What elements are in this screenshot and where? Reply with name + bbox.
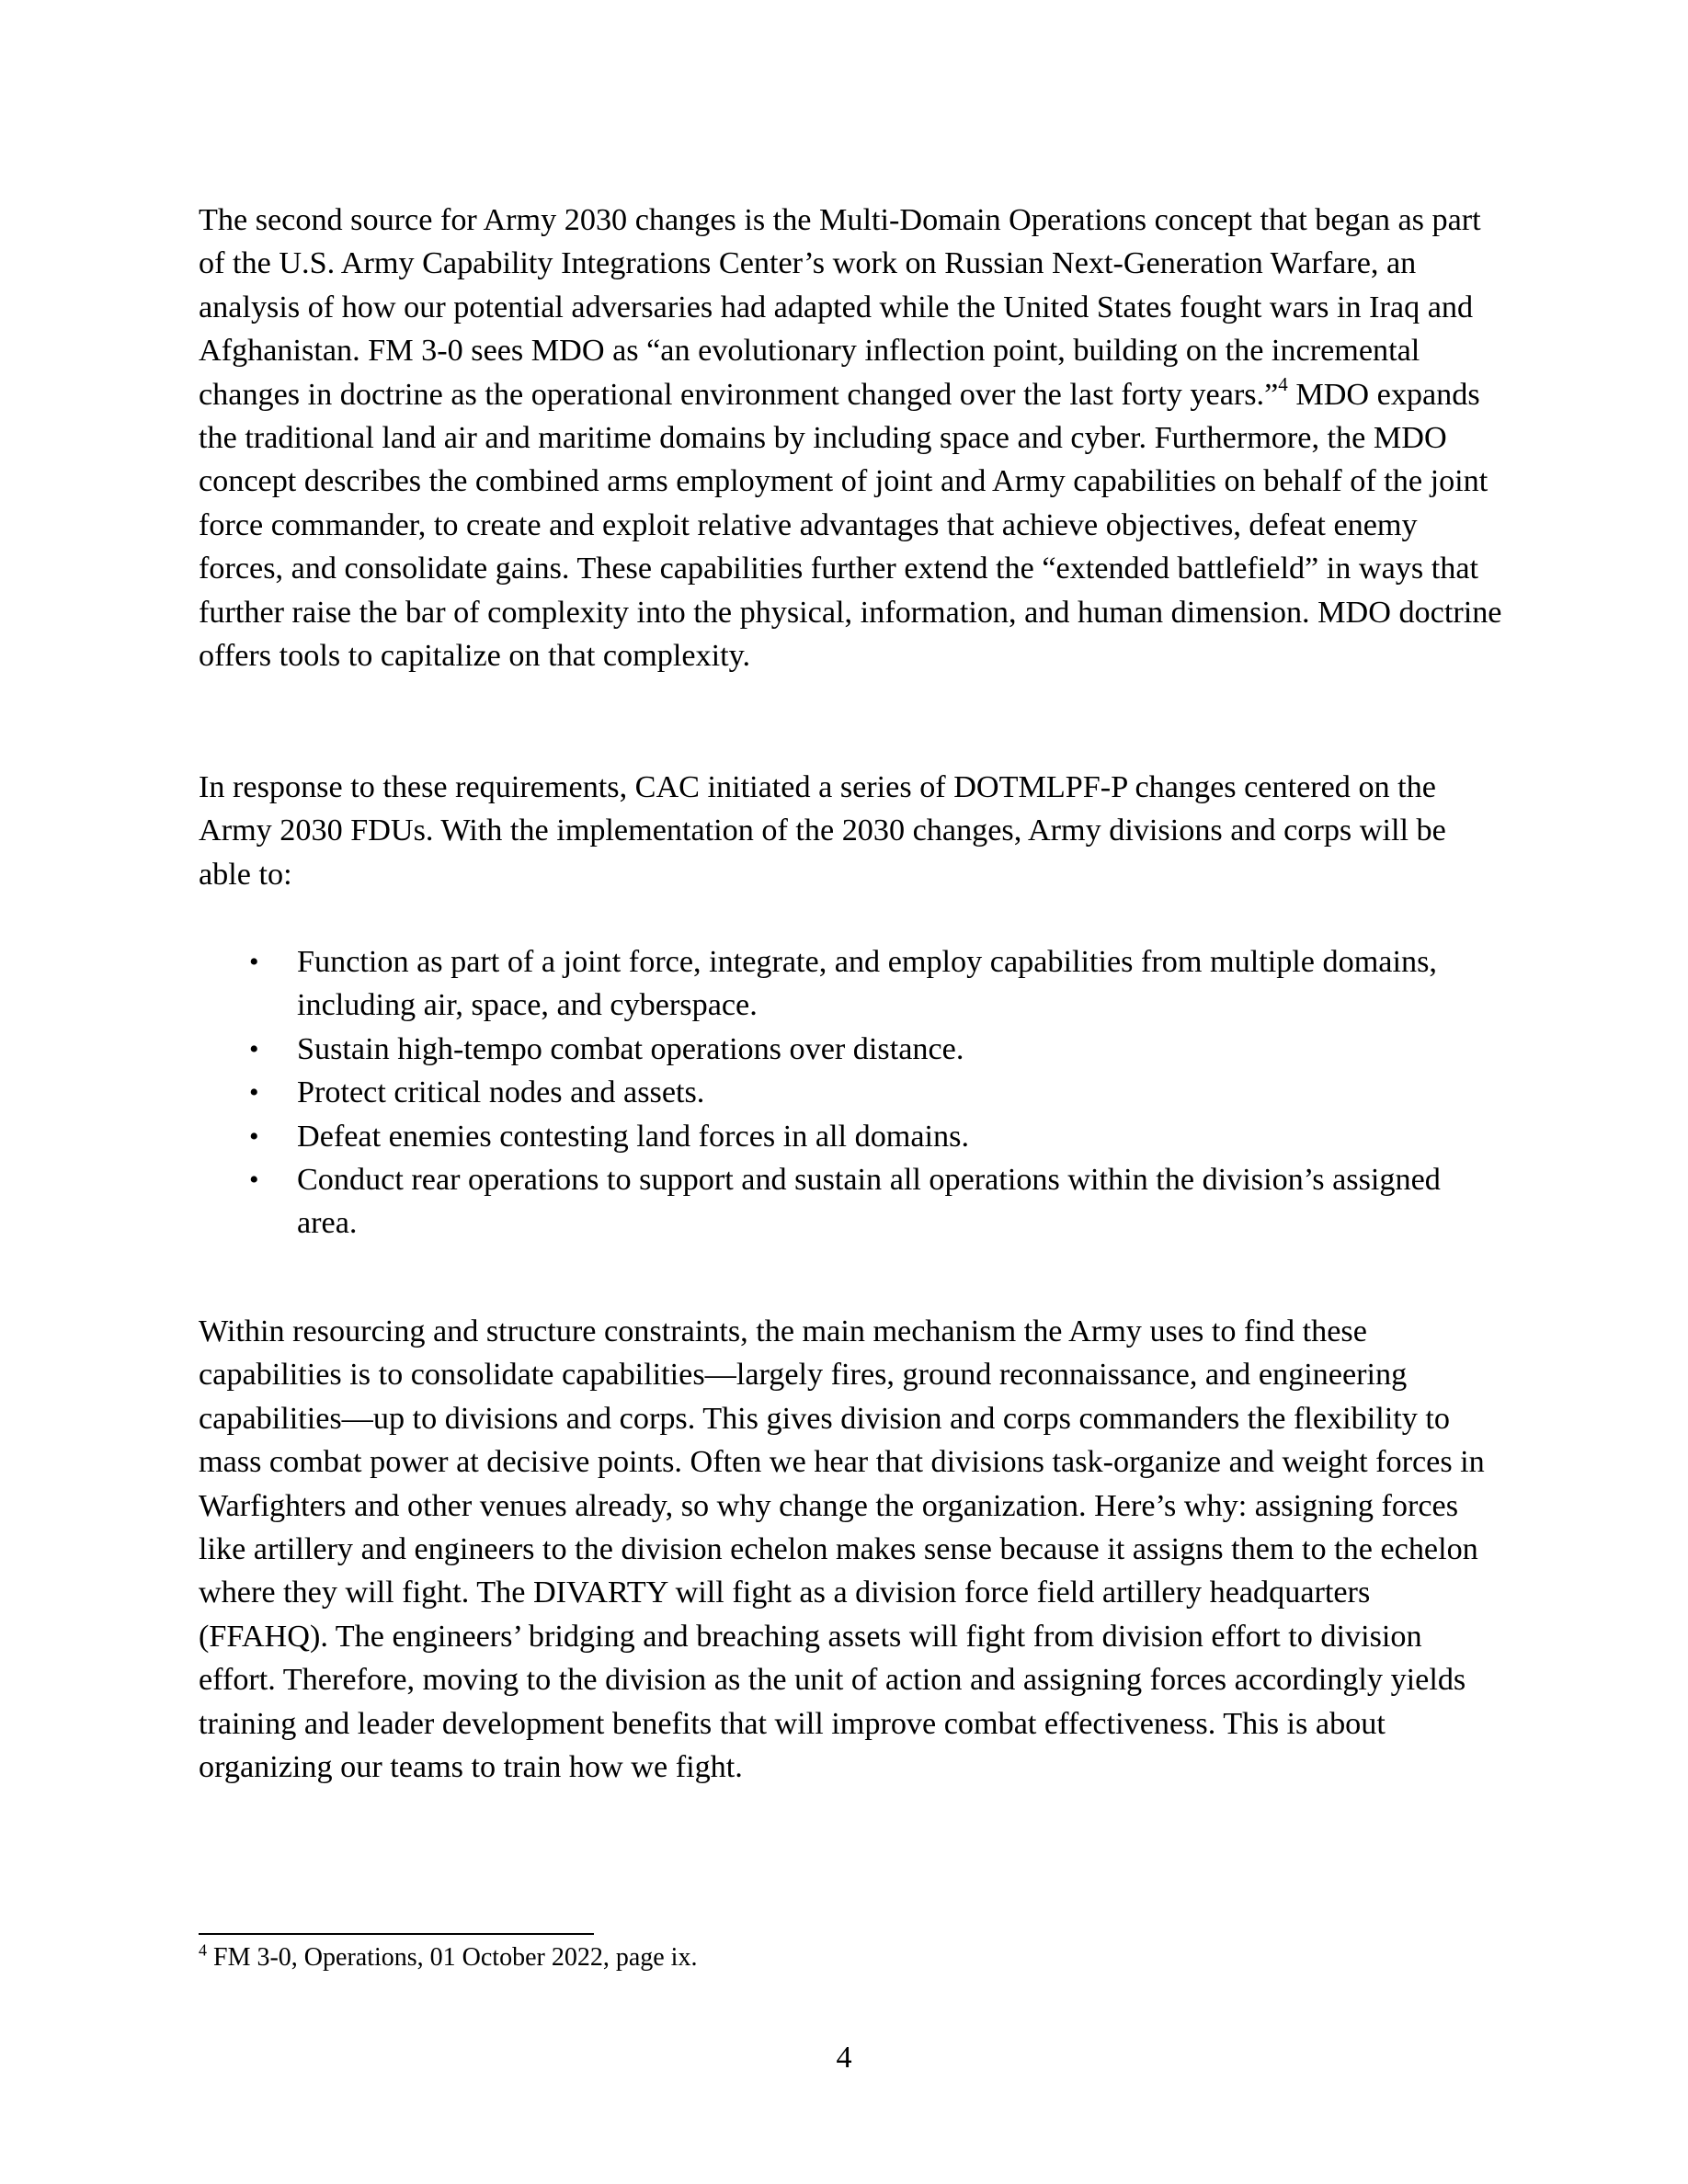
bullet-text: Conduct rear operations to support and sustain all operations within the division’s assigned area. (297, 1163, 1441, 1241)
bullet-item (199, 1071, 1504, 1114)
footnote-reference[interactable]: 4 (1278, 373, 1288, 396)
footnote-number: 4 (199, 1940, 207, 1960)
bullet-text: Sustain high-tempo combat operations over distance. (297, 1031, 964, 1066)
capabilities-bullet-list (199, 940, 1504, 1246)
footnote-separator (199, 1933, 594, 1935)
bullet-item (199, 940, 1504, 1028)
bullet-dot-icon: • (249, 1120, 259, 1152)
footnote (199, 1941, 1504, 1974)
bullet-dot-icon: • (249, 1033, 259, 1064)
paragraph-consolidation: Within resourcing and structure constraints, the main mechanism the Army uses to find these capabilities is to consolidate capabilities—largely fires, ground reconnaissance, and engineering capabilities—up to divisions and corps. This gives division and corps commanders the flexibility to mass combat power at decisive points. Often we hear that divisions task-organize and weight forces in Warfighters and other venues already, so why change the organization. Here’s why: assigning forces like artillery and engineers to the division echelon makes sense because it assigns them to the echelon where they will fight. The DIVARTY will fight as a division force field artillery headquarters (FFAHQ). The engineers’ bridging and breaching assets will fight from division effort to division effort. Therefore, moving to the division as the unit of action and assigning forces accordingly yields training and leader development benefits that will improve combat effectiveness. This is about organizing our teams to train how we fight. (199, 1314, 1485, 1785)
bullet-dot-icon: • (249, 947, 259, 977)
bullet-dot-icon: • (249, 1077, 259, 1109)
bullet-item (199, 1158, 1504, 1246)
bullet-text: Defeat enemies contesting land forces in all domains. (297, 1119, 969, 1154)
paragraph-mdo-concept (199, 199, 1504, 677)
bullet-text: Protect critical nodes and assets. (297, 1075, 705, 1110)
paragraph-mdo-text-before: The second source for Army 2030 changes is the Multi-Domain Operations concept that began as part of the U.S. Army Capability Integrations Center’s work on Russian Next-Generation Warfare, an analysis of how our potential adversaries had adapted while the United States fought wars in Iraq and Afghanistan. FM 3-0 sees MDO as “an evolutionary inflection point, building on the incremental changes in doctrine as the operational environment changed over the last forty years.” (199, 203, 1481, 412)
paragraph-cac-response: In response to these requirements, CAC initiated a series of DOTMLPF-P changes centered on the Army 2030 FDUs. With the implementation of the 2030 changes, Army divisions and corps will be able to: (199, 770, 1446, 892)
page-number: 4 (836, 2041, 852, 2075)
footnote-text: FM 3-0, Operations, 01 October 2022, page ix. (207, 1943, 698, 1972)
bullet-text: Function as part of a joint force, integrate, and employ capabilities from multiple domains, including air, space, and cyberspace. (297, 945, 1437, 1023)
bullet-item (199, 1028, 1504, 1071)
bullet-item (199, 1115, 1504, 1158)
paragraph-mdo-text-after: MDO expands the traditional land air and maritime domains by including space and cyber. Furthermore, the MDO concept describes the combined arms employment of joint and Army capabilities on behalf of the joint force commander, to create and exploit relative advantages that achieve objectives, defeat enemy forces, and consolidate gains. These capabilities further extend the “extended battlefield” in ways that further raise the bar of complexity into the physical, information, and human dimension. MDO doctrine offers tools to capitalize on that complexity. (199, 377, 1502, 674)
bullet-dot-icon: • (249, 1165, 259, 1196)
